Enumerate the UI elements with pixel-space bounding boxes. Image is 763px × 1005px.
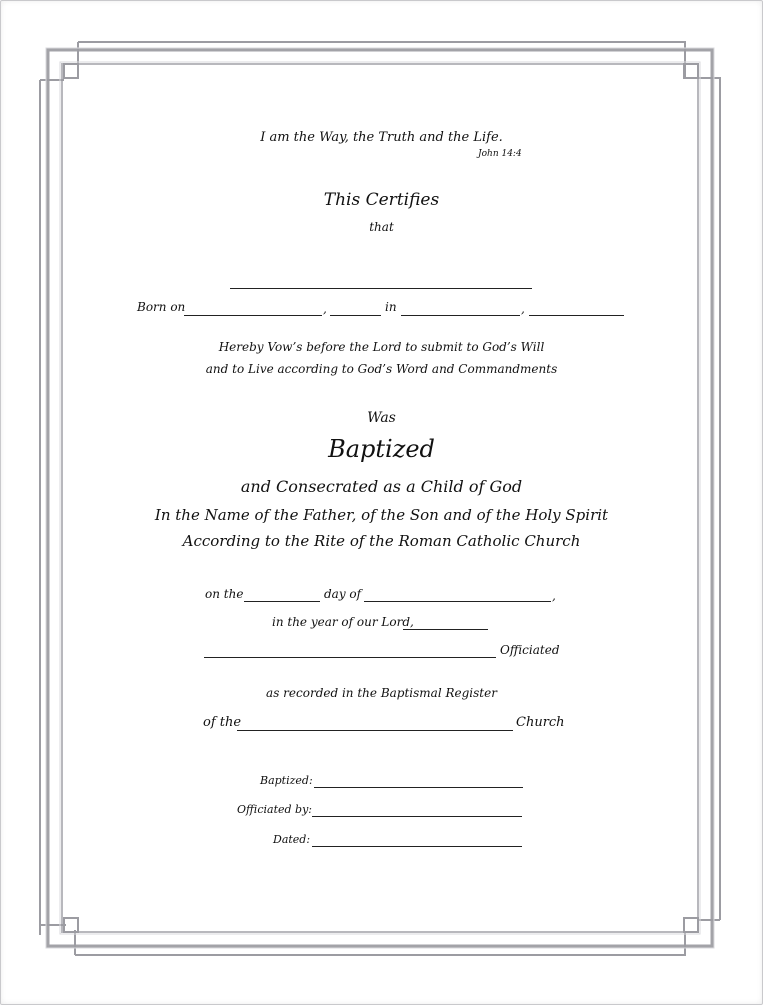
day-of-label: day of <box>324 587 362 601</box>
officiant-field[interactable] <box>204 657 496 658</box>
in-label: in <box>385 300 397 314</box>
officiated-by-label: Officiated by: <box>237 803 312 816</box>
officiated-by-field[interactable] <box>312 816 522 817</box>
day-field[interactable] <box>244 601 320 602</box>
consecrated-line: and Consecrated as a Child of God <box>240 477 523 496</box>
birth-year-field[interactable] <box>330 315 381 316</box>
verse-reference: John 14:4 <box>478 149 522 159</box>
vow-line-2: and to Live according to God’s Word and Commandments <box>205 362 558 376</box>
comma-3: , <box>552 589 556 603</box>
recorded-line: as recorded in the Baptismal Register <box>266 686 497 700</box>
on-the-label: on the <box>205 587 244 601</box>
year-field[interactable] <box>403 629 488 630</box>
certifies-heading: This Certifies <box>323 190 440 210</box>
comma-1: , <box>323 302 327 316</box>
birth-state-field[interactable] <box>529 315 624 316</box>
year-of-lord-label: in the year of our Lord, <box>272 615 414 629</box>
vow-line-1: Hereby Vow’s before the Lord to submit to God’s Will <box>218 340 545 354</box>
was-text: Was <box>367 410 396 426</box>
church-label: Church <box>516 715 565 730</box>
that-text: that <box>369 220 394 234</box>
born-on-label: Born on <box>137 300 186 314</box>
verse: I am the Way, the Truth and the Life. <box>260 130 503 145</box>
dated-field[interactable] <box>312 846 522 847</box>
dated-label: Dated: <box>273 833 311 846</box>
name-field[interactable] <box>230 288 532 289</box>
birth-date-field[interactable] <box>184 315 322 316</box>
of-the-label: of the <box>203 715 242 730</box>
officiated-label: Officiated <box>500 643 560 657</box>
comma-2: , <box>521 302 525 316</box>
baptized-register-label: Baptized: <box>260 774 313 787</box>
trinity-line: In the Name of the Father, of the Son and of the Holy Spirit <box>154 506 609 524</box>
baptized-heading: Baptized <box>328 435 435 463</box>
rite-line: According to the Rite of the Roman Catholic Church <box>182 532 581 550</box>
baptized-register-field[interactable] <box>314 787 523 788</box>
church-field[interactable] <box>237 730 513 731</box>
month-field[interactable] <box>364 601 551 602</box>
birth-city-field[interactable] <box>401 315 520 316</box>
